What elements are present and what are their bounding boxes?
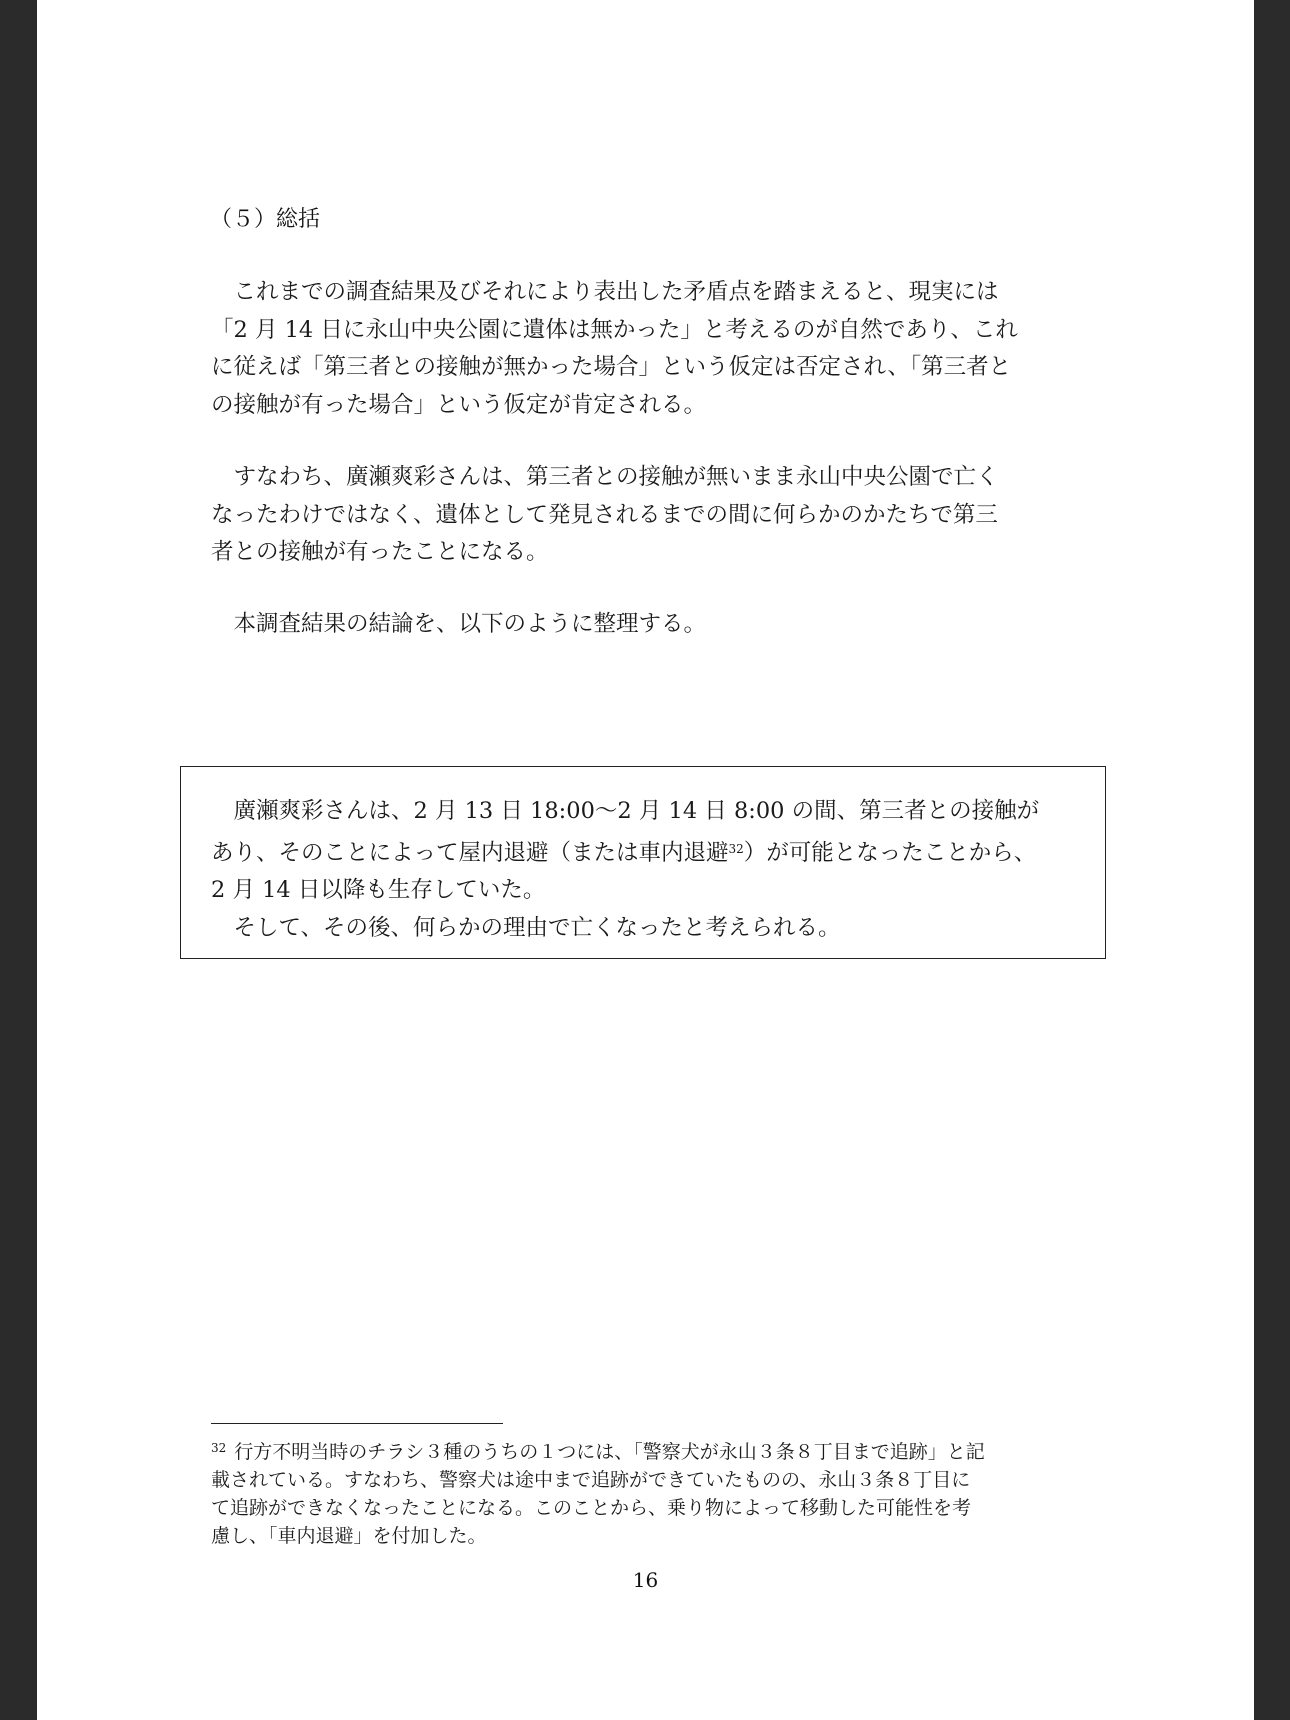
footnote-line [211,1434,1131,1466]
conclusion-line-part: あり、そのことによって屋内退避（または車内退避 [211,839,729,866]
footnote-line: 載されている。すなわち、警察犬は途中まで追跡ができていたものの、永山３条８丁目に [211,1469,971,1491]
paragraph-line: に従えば「第三者との接触が無かった場合」という仮定は否定され、「第三者と [211,354,1012,380]
footnote-line: て追跡ができなくなったことになる。このことから、乗り物によって移動した可能性を考 [211,1497,972,1519]
conclusion-box [180,766,1106,959]
page-number: 16 [632,1568,659,1592]
paragraph-line: の接触が有った場合」という仮定が肯定される。 [211,391,707,418]
footnote-line-text: 行方不明当時のチラシ３種のうちの１つには、「警察犬が永山３条８丁目まで追跡」と記 [234,1441,985,1463]
footnote-mark: 32 [211,1441,227,1455]
footnote [211,1434,1131,1550]
paragraph-line: すなわち、廣瀬爽彩さんは、第三者との接触が無いまま永山中央公園で亡く [211,464,999,490]
conclusion-line: そして、その後、何らかの理由で亡くなったと考えられる。 [211,914,841,941]
footnote-reference[interactable]: 32 [728,841,744,856]
paragraph-line: 者との接触が有ったことになる。 [211,539,549,565]
paragraph-conclusion-intro [211,606,1131,644]
paragraph-line: これまでの調査結果及びそれにより表出した矛盾点を踏まえると、現実には [211,279,999,305]
paragraph-line: なったわけではなく、遺体として発見されるまでの間に何らかのかたちで第三 [211,501,998,528]
conclusion-line: 2 月 14 日以降も生存していた。 [211,877,546,903]
paragraph-contact [211,459,1131,572]
paragraph-line: 本調査結果の結論を、以下のように整理する。 [211,611,707,637]
footnote-line: 慮し、「車内退避」を付加した。 [211,1525,487,1547]
footnote-divider [211,1423,503,1424]
paragraph-line: 「2 月 14 日に永山中央公園に遺体は無かった」と考えるのが自然であり、これ [211,316,1018,343]
section-heading: （５）総括 [210,207,321,232]
conclusion-line: 廣瀬爽彩さんは、2 月 13 日 18:00～2 月 14 日 8:00 の間、第三者との接触が [211,798,1040,824]
conclusion-line [211,831,1131,873]
document-page [37,0,1254,1720]
conclusion-line-part: ）が可能となったことから、 [743,839,1037,866]
conclusion-text [211,793,1131,947]
paragraph-findings [211,274,1131,424]
